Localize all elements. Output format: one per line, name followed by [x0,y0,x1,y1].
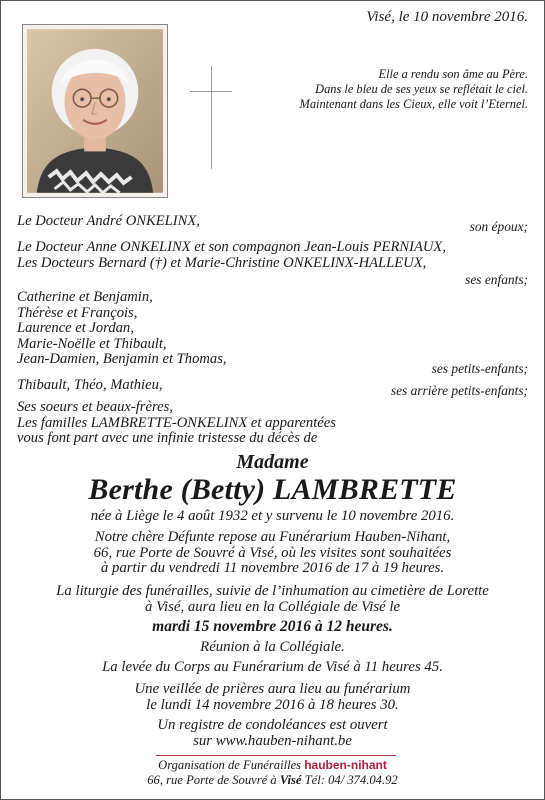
relatives-line: Ses soeurs et beaux-frères, [17,399,173,415]
birth-line: née à Liège le 4 août 1932 et y survenu le 10 novembre 2016. [90,508,455,524]
liturgy-line: à Visé, aura lieu en la Collégiale de Visé le [144,598,401,615]
great-grandchildren-role: ses arrière petits-enfants; [390,383,528,398]
grandchild-line: Laurence et Jordan, [17,320,134,336]
poem [300,67,528,112]
address-city: Visé [279,773,302,787]
portrait-image [27,29,163,193]
repose-line: Notre chère Défunte repose au Funérarium Hauben-Nihant, [94,529,451,545]
vigil-block [0,682,545,713]
liturgy-block [0,584,545,615]
portrait-photo [22,24,168,198]
date-line: Visé, le 10 novembre 2016. [366,9,528,25]
deceased-name: Berthe (Betty) LAMBRETTE [88,473,457,506]
organizer-line [0,758,545,773]
vigil-line: Une veillée de prières aura lieu au funérarium [134,681,411,697]
separator-line [156,755,396,756]
organizer [0,758,545,788]
grandchild-line: Jean-Damien, Benjamin et Thomas, [17,351,227,367]
other-relatives [17,400,336,447]
children-role: ses enfants; [465,272,528,287]
spouse-role: son époux; [469,219,528,234]
poem-line: Maintenant dans les Cieux, elle voit l’Eternel. [299,97,528,111]
great-grandchildren-line: Thibault, Théo, Mathieu, [17,377,163,393]
register-line: Un registre de condoléances est ouvert [157,717,388,733]
grandchildren-role: ses petits-enfants; [431,361,528,376]
cross-horizontal [190,91,232,92]
relatives-line: vous font part avec une infinie tristesse du décès de [17,430,318,446]
poem-line: Elle a rendu son âme au Père. [378,67,528,81]
spouse-line: Le Docteur André ONKELINX, [17,213,200,229]
organizer-label: Organisation de Funérailles [158,758,302,772]
grandchildren-list [17,290,227,368]
meeting-line: Réunion à la Collégiale. [200,639,345,655]
relatives-line: Les familles LAMBRETTE-ONKELINX et apparentées [17,414,336,431]
child-line: Les Docteurs Bernard (†) et Marie-Christine ONKELINX-HALLEUX, [17,254,427,271]
children-list [17,240,446,271]
repose-block [0,530,545,577]
brand-logo-text: hauben-nihant [304,758,387,772]
register-url: sur www.hauben-nihant.be [193,732,352,749]
grandchild-line: Marie-Noëlle et Thibault, [17,335,167,352]
grandchild-line: Thérèse et François, [17,304,138,321]
cross-vertical [211,66,212,169]
levee-line: La levée du Corps au Funérarium de Visé à 11 heures 45. [102,659,443,675]
poem-line: Dans le bleu de ses yeux se reflétait le ciel. [315,82,528,96]
phone-number: Tél: 04/ 374.04.92 [304,773,398,787]
child-line: Le Docteur Anne ONKELINX et son compagnon Jean-Louis PERNIAUX, [17,239,446,255]
register-block [0,718,545,749]
repose-line: à partir du vendredi 11 novembre 2016 de 17 à 19 heures. [100,560,445,577]
deceased-title: Madame [236,451,309,473]
liturgy-line: La liturgie des funérailles, suivie de l’inhumation au cimetière de Lorette [56,583,489,599]
liturgy-date: mardi 15 novembre 2016 à 12 heures. [152,618,393,635]
address-street: 66, rue Porte de Souvré à [147,773,277,787]
address-line [0,773,545,788]
vigil-line: le lundi 14 novembre 2016 à 18 heures 30. [146,696,399,713]
grandchild-line: Catherine et Benjamin, [17,289,153,305]
repose-line: 66, rue Porte de Souvré à Visé, où les visites sont souhaitées [93,544,452,561]
